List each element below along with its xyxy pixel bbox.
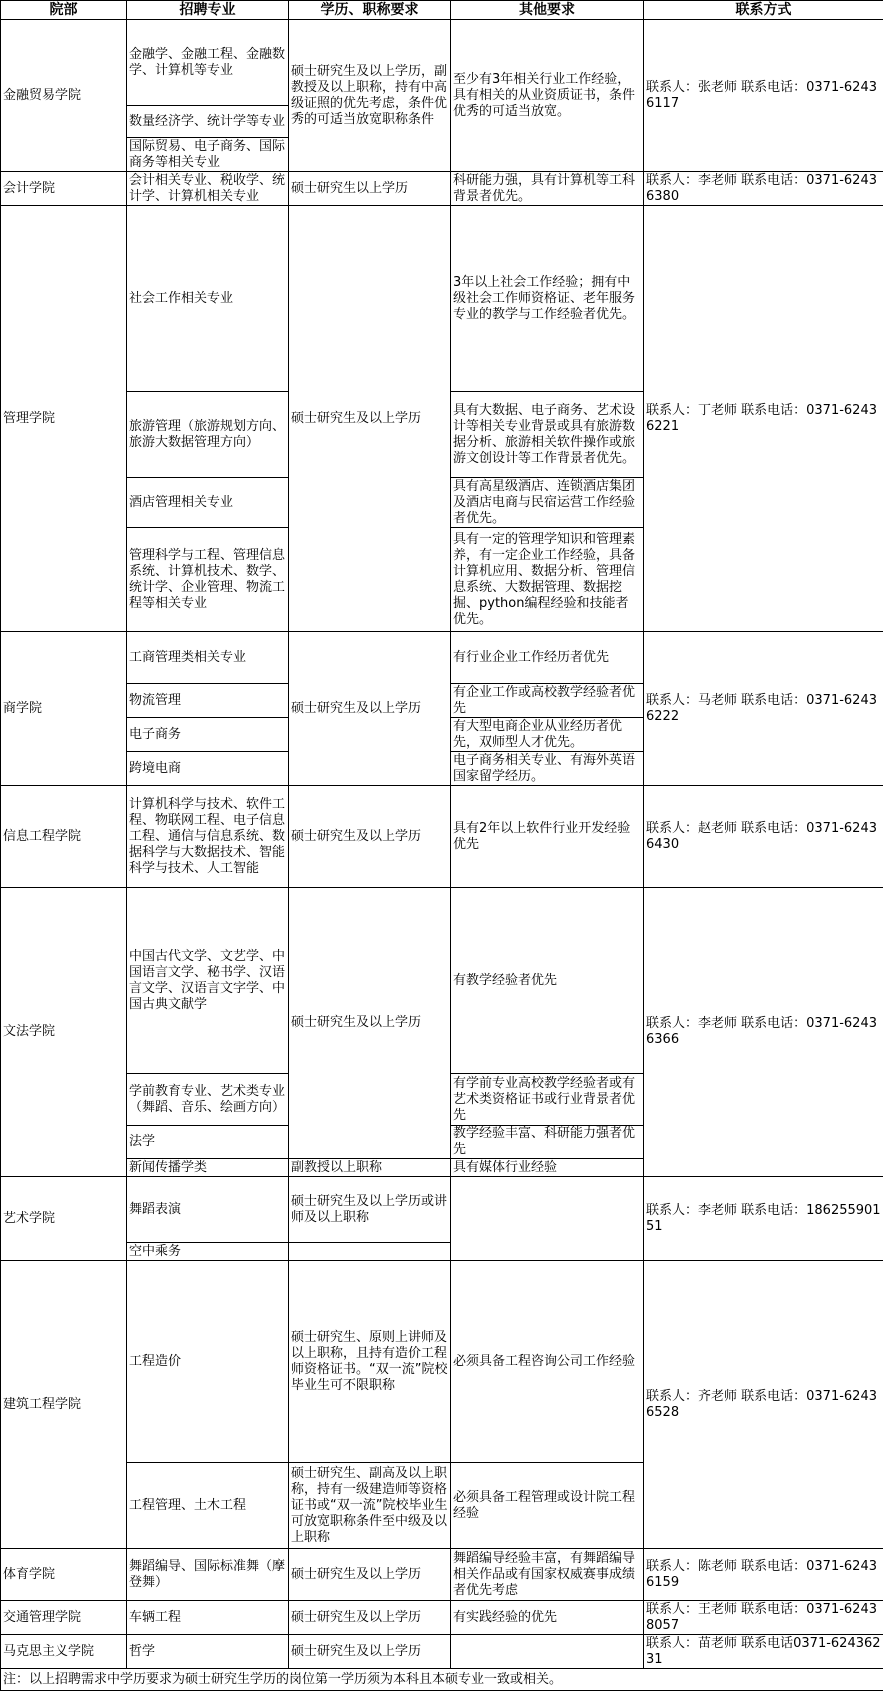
major-cell: 社会工作相关专业 xyxy=(127,206,289,392)
education-cell: 硕士研究生以上学历 xyxy=(289,172,451,206)
contact-cell: 联系人：丁老师 联系电话：0371-62436221 xyxy=(644,206,883,632)
education-cell: 硕士研究生及以上学历 xyxy=(289,632,451,786)
major-cell: 会计相关专业、税收学、统计学、计算机相关专业 xyxy=(127,172,289,206)
education-cell: 硕士研究生及以上学历 xyxy=(289,206,451,632)
major-cell: 空中乘务 xyxy=(127,1243,289,1261)
dept-cell: 会计学院 xyxy=(1,172,127,206)
other-cell xyxy=(451,1177,644,1261)
major-cell: 工程管理、土木工程 xyxy=(127,1463,289,1549)
contact-cell: 联系人：王老师 联系电话：0371-62438057 xyxy=(644,1601,883,1635)
major-cell: 工程造价 xyxy=(127,1261,289,1463)
major-cell: 舞蹈表演 xyxy=(127,1177,289,1243)
other-cell: 舞蹈编导经验丰富，有舞蹈编导相关作品或有国家权威赛事成绩者优先考虑 xyxy=(451,1549,644,1601)
contact-cell: 联系人：赵老师 联系电话：0371-62436430 xyxy=(644,786,883,888)
major-cell: 工商管理类相关专业 xyxy=(127,632,289,684)
education-cell: 硕士研究生及以上学历或讲师及以上职称 xyxy=(289,1177,451,1243)
dept-cell: 马克思主义学院 xyxy=(1,1635,127,1669)
other-cell: 具有一定的管理学知识和管理素养，有一定企业工作经验，具备计算机应用、数据分析、管理信息系统、大数据管理、数据挖掘、python编程经验和技能者优先。 xyxy=(451,528,644,632)
contact-cell: 联系人：马老师 联系电话：0371-62436222 xyxy=(644,632,883,786)
education-cell: 硕士研究生及以上学历 xyxy=(289,888,451,1159)
other-cell: 科研能力强，具有计算机等工科背景者优先。 xyxy=(451,172,644,206)
education-cell: 硕士研究生、原则上讲师及以上职称，且持有造价工程师资格证书。“双一流”院校毕业生可不限职称 xyxy=(289,1261,451,1463)
other-cell: 教学经验丰富、科研能力强者优先 xyxy=(451,1126,644,1159)
dept-cell: 金融贸易学院 xyxy=(1,20,127,172)
education-cell: 硕士研究生及以上学历 xyxy=(289,1635,451,1669)
dept-cell: 艺术学院 xyxy=(1,1177,127,1261)
dept-cell: 商学院 xyxy=(1,632,127,786)
major-cell: 法学 xyxy=(127,1126,289,1159)
major-cell: 新闻传播学类 xyxy=(127,1159,289,1177)
other-cell: 3年以上社会工作经验；拥有中级社会工作师资格证、老年服务专业的教学与工作经验者优先。 xyxy=(451,206,644,392)
education-cell: 硕士研究生及以上学历 xyxy=(289,786,451,888)
major-cell: 舞蹈编导、国际标准舞（摩登舞） xyxy=(127,1549,289,1601)
dept-cell: 管理学院 xyxy=(1,206,127,632)
education-cell: 硕士研究生及以上学历 xyxy=(289,1549,451,1601)
other-cell: 具有媒体行业经验 xyxy=(451,1159,644,1177)
major-cell: 跨境电商 xyxy=(127,752,289,786)
major-cell: 车辆工程 xyxy=(127,1601,289,1635)
major-cell: 计算机科学与技术、软件工程、物联网工程、电子信息工程、通信与信息系统、数据科学与大数据技术、智能科学与技术、人工智能 xyxy=(127,786,289,888)
header-dept: 院部 xyxy=(1,1,127,20)
contact-cell: 联系人：李老师 联系电话：0371-62436380 xyxy=(644,172,883,206)
contact-cell: 联系人：李老师 联系电话：18625590151 xyxy=(644,1177,883,1261)
dept-cell: 信息工程学院 xyxy=(1,786,127,888)
other-cell: 电子商务相关专业、有海外英语国家留学经历。 xyxy=(451,752,644,786)
major-cell: 中国古代文学、文艺学、中国语言文学、秘书学、汉语言文学、汉语言文字学、中国古典文献学 xyxy=(127,888,289,1074)
other-cell: 有教学经验者优先 xyxy=(451,888,644,1074)
contact-cell: 联系人：苗老师 联系电话0371-62436231 xyxy=(644,1635,883,1669)
other-cell: 具有2年以上软件行业开发经验优先 xyxy=(451,786,644,888)
major-cell: 管理科学与工程、管理信息系统、计算机技术、数学、统计学、企业管理、物流工程等相关专业 xyxy=(127,528,289,632)
other-cell: 有企业工作或高校教学经验者优先 xyxy=(451,684,644,718)
other-cell: 具有大数据、电子商务、艺术设计等相关专业背景或具有旅游数据分析、旅游相关软件操作或旅游文创设计等工作背景者优先。 xyxy=(451,392,644,478)
major-cell: 国际贸易、电子商务、国际商务等相关专业 xyxy=(127,138,289,172)
contact-cell: 联系人：陈老师 联系电话：0371-62436159 xyxy=(644,1549,883,1601)
education-cell: 硕士研究生及以上学历，副教授及以上职称，持有中高级证照的优先考虑，条件优秀的可适当放宽职称条件 xyxy=(289,20,451,172)
major-cell: 旅游管理（旅游规划方向、旅游大数据管理方向） xyxy=(127,392,289,478)
dept-cell: 交通管理学院 xyxy=(1,1601,127,1635)
major-cell: 电子商务 xyxy=(127,718,289,752)
contact-cell: 联系人：张老师 联系电话：0371-62436117 xyxy=(644,20,883,172)
dept-cell: 体育学院 xyxy=(1,1549,127,1601)
header-row xyxy=(1,1,883,20)
other-cell: 至少有3年相关行业工作经验，具有相关的从业资质证书，条件优秀的可适当放宽。 xyxy=(451,20,644,172)
other-cell: 有学前专业高校教学经验者或有艺术类资格证书或行业背景者优先 xyxy=(451,1074,644,1126)
major-cell: 哲学 xyxy=(127,1635,289,1669)
education-cell: 硕士研究生、副高及以上职称，持有一级建造师等资格证书或“双一流”院校毕业生可放宽职称条件至中级及以上职称 xyxy=(289,1463,451,1549)
major-cell: 物流管理 xyxy=(127,684,289,718)
header-other: 其他要求 xyxy=(451,1,644,20)
major-cell: 金融学、金融工程、金融数学、计算机等专业 xyxy=(127,20,289,106)
other-cell: 必须具备工程咨询公司工作经验 xyxy=(451,1261,644,1463)
major-cell: 学前教育专业、艺术类专业（舞蹈、音乐、绘画方向） xyxy=(127,1074,289,1126)
dept-cell: 文法学院 xyxy=(1,888,127,1177)
other-cell: 具有高星级酒店、连锁酒店集团及酒店电商与民宿运营工作经验者优先。 xyxy=(451,478,644,528)
major-cell: 酒店管理相关专业 xyxy=(127,478,289,528)
other-cell xyxy=(451,1635,644,1669)
other-cell: 有行业企业工作经历者优先 xyxy=(451,632,644,684)
header-education: 学历、职称要求 xyxy=(289,1,451,20)
major-cell: 数量经济学、统计学等专业 xyxy=(127,106,289,138)
header-major: 招聘专业 xyxy=(127,1,289,20)
other-cell: 有实践经验的优先 xyxy=(451,1601,644,1635)
footnote: 注：以上招聘需求中学历要求为硕士研究生学历的岗位第一学历须为本科且本硕专业一致或相关。 xyxy=(1,1669,883,1691)
other-cell: 必须具备工程管理或设计院工程经验 xyxy=(451,1463,644,1549)
header-contact: 联系方式 xyxy=(644,1,883,20)
other-cell: 有大型电商企业从业经历者优先，双师型人才优先。 xyxy=(451,718,644,752)
education-cell: 硕士研究生及以上学历 xyxy=(289,1601,451,1635)
contact-cell: 联系人：李老师 联系电话：0371-62436366 xyxy=(644,888,883,1177)
contact-cell: 联系人：齐老师 联系电话：0371-62436528 xyxy=(644,1261,883,1549)
education-cell-empty xyxy=(289,1243,451,1261)
education-cell: 副教授以上职称 xyxy=(289,1159,451,1177)
dept-cell: 建筑工程学院 xyxy=(1,1261,127,1549)
